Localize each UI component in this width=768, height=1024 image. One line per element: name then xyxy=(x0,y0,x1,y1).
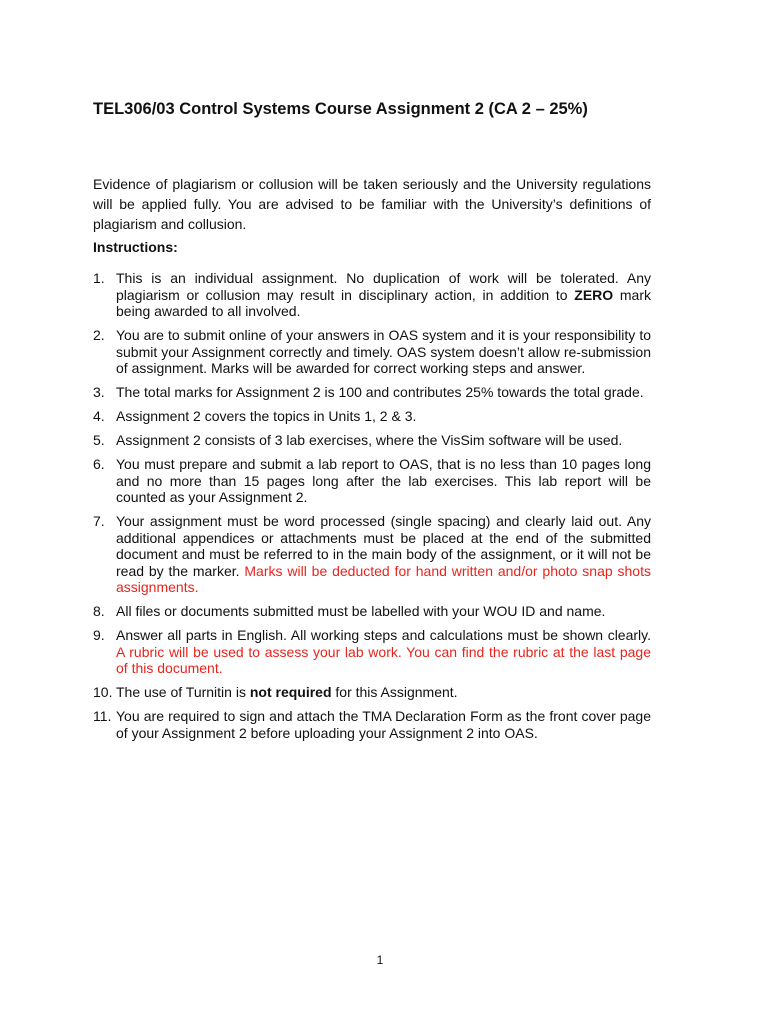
item-text-cont: mark being awarded to all involved. xyxy=(116,286,651,319)
item-number: 7. xyxy=(93,513,105,529)
item-text: All files or documents submitted must be labelled with your WOU ID and name. xyxy=(116,603,606,619)
item-text: You are to submit online of your answers in OAS system and it is your responsibility to submit your Assignment correctly and timely. OAS system doesn’t allow re-submission of assignment. Marks will be awarded for correct working steps and answer. xyxy=(116,327,651,376)
instruction-item-4 xyxy=(93,408,651,425)
item-number: 4. xyxy=(93,408,105,424)
instruction-item-9 xyxy=(93,627,651,677)
page-number: 1 xyxy=(376,953,384,967)
item-number: 10. xyxy=(93,684,113,700)
instruction-item-10 xyxy=(93,684,651,701)
item-text: You must prepare and submit a lab report to OAS, that is no less than 10 pages long and no more than 15 pages long after the lab exercises. This lab report will be counted as your Assignment 2. xyxy=(116,456,651,505)
item-number: 11. xyxy=(93,708,112,724)
item-text: Assignment 2 consists of 3 lab exercises, where the VisSim software will be used. xyxy=(116,432,623,448)
instruction-item-3 xyxy=(93,384,651,401)
item-text: Your assignment must be word processed (single spacing) and clearly laid out. Any additional appendices or attachments must be placed at the end of the submitted document and must be referred to in the main body of the assignment, or it will not be read by the marker. xyxy=(116,513,651,579)
document-title: TEL306/03 Control Systems Course Assignment 2 (CA 2 – 25%) xyxy=(93,100,588,118)
instruction-item-8 xyxy=(93,603,651,620)
item-text: This is an individual assignment. No duplication of work will be tolerated. Any plagiarism or collusion may result in disciplinary action, in addition to xyxy=(116,270,651,303)
item-number: 9. xyxy=(93,627,105,643)
item-number: 6. xyxy=(93,456,105,472)
instruction-item-5 xyxy=(93,432,651,449)
item-text-cont: for this Assignment. xyxy=(331,684,458,700)
item-number: 1. xyxy=(93,270,105,286)
instruction-item-7 xyxy=(93,513,651,596)
item-text: Assignment 2 covers the topics in Units 1, 2 & 3. xyxy=(116,408,417,424)
item-text: The use of Turnitin is xyxy=(116,684,250,700)
item-text: You are required to sign and attach the TMA Declaration Form as the front cover page of your Assignment 2 before uploading your Assignment 2 into OAS. xyxy=(116,708,651,741)
item-emphasis: not required xyxy=(249,684,332,700)
item-number: 3. xyxy=(93,384,105,400)
instructions-list xyxy=(93,270,651,749)
item-number: 8. xyxy=(93,603,105,619)
item-warning-text: Marks will be deducted for hand written and/or photo snap shots assignments. xyxy=(116,562,651,595)
instruction-item-6 xyxy=(93,456,651,506)
instruction-item-1 xyxy=(93,270,651,320)
item-text: Answer all parts in English. All working steps and calculations must be shown clearly. xyxy=(116,627,651,643)
instructions-heading: Instructions: xyxy=(93,239,178,255)
item-text: The total marks for Assignment 2 is 100 and contributes 25% towards the total grade. xyxy=(116,384,644,400)
plagiarism-notice: Evidence of plagiarism or collusion will be taken seriously and the University regulations will be applied fully. You are advised to be familiar with the University’s definitions of plagiarism and collusion. xyxy=(93,176,651,232)
item-warning-text: A rubric will be used to assess your lab work. You can find the rubric at the last page of this document. xyxy=(116,643,651,676)
item-number: 2. xyxy=(93,327,105,343)
item-number: 5. xyxy=(93,432,105,448)
instruction-item-2 xyxy=(93,327,651,377)
instruction-item-11 xyxy=(93,708,651,741)
item-emphasis: ZERO xyxy=(574,286,614,303)
